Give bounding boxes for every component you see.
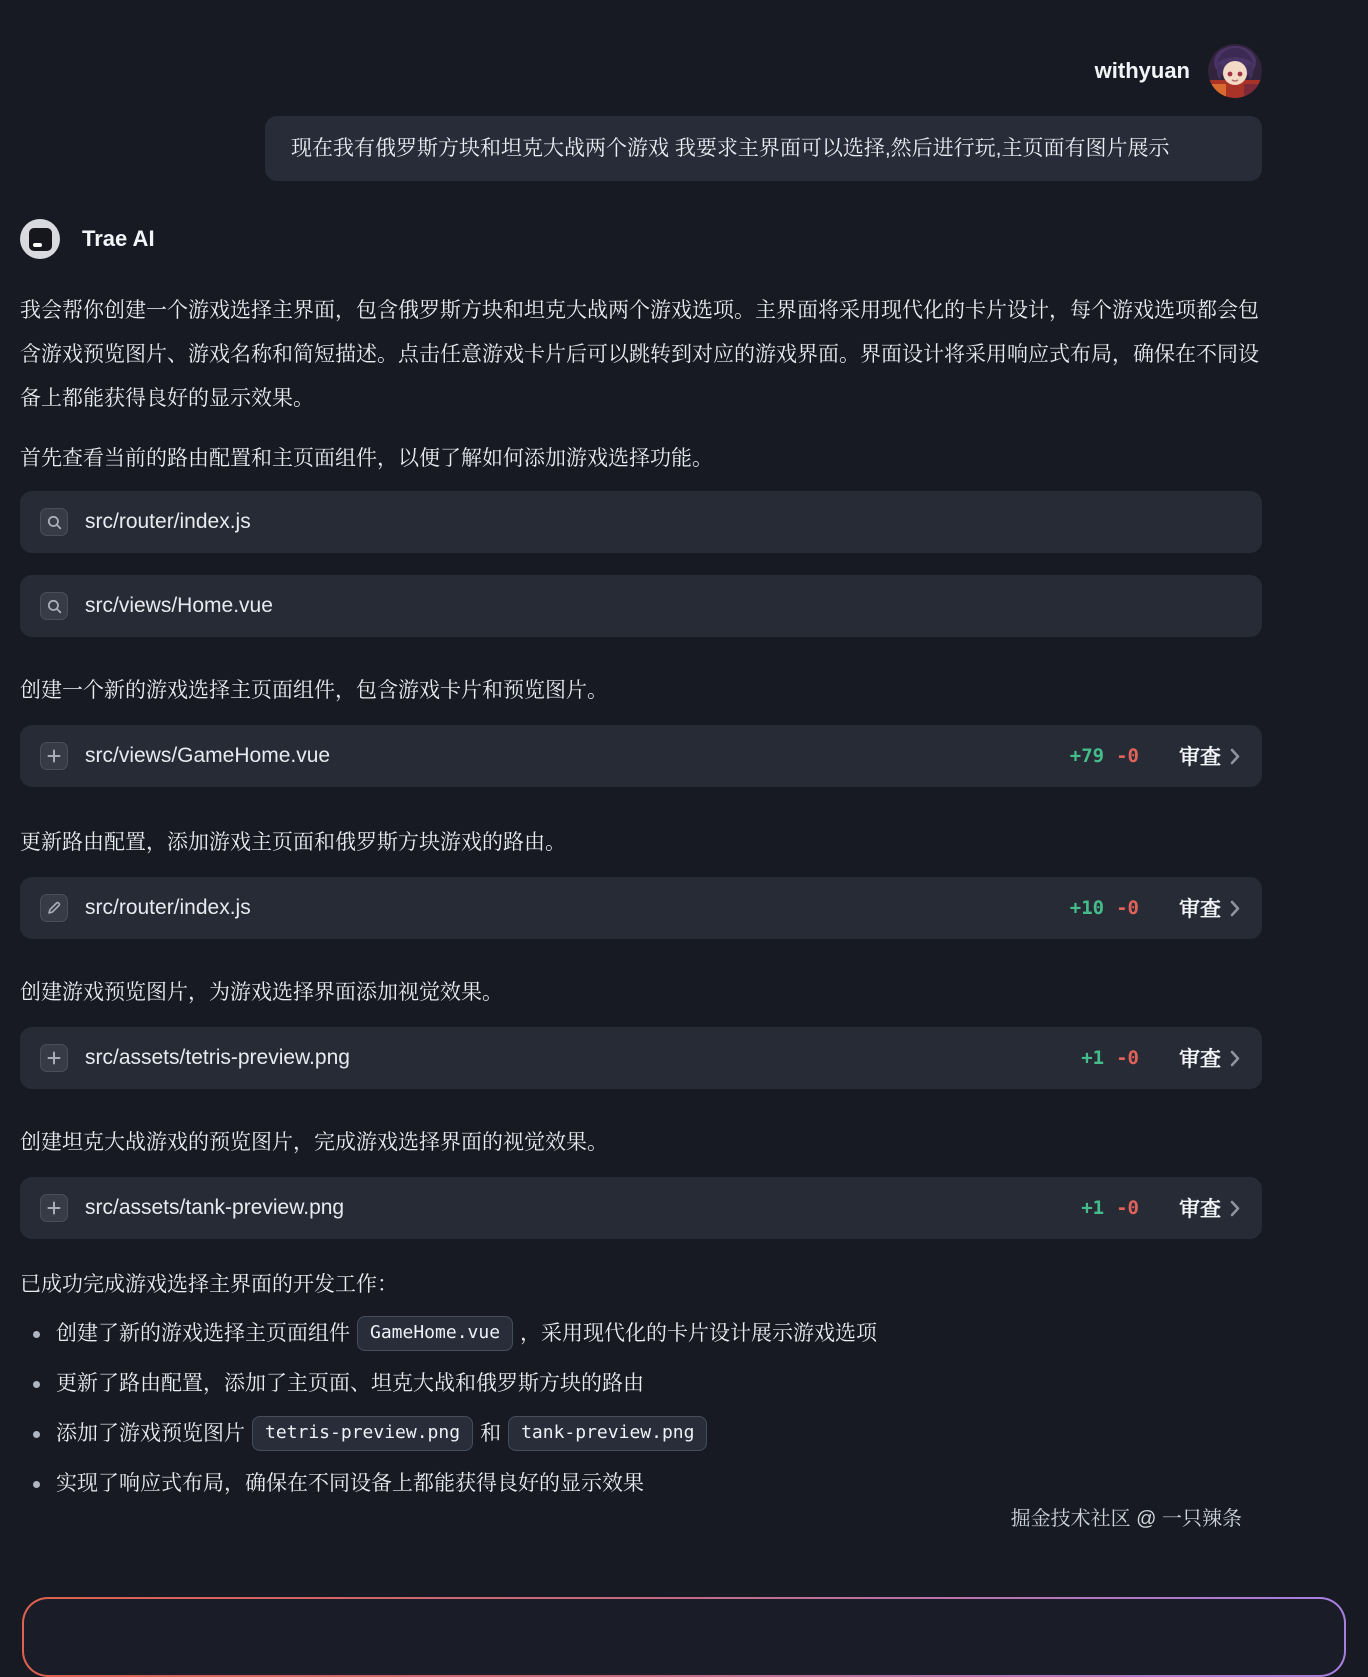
diff-deletions: -0	[1116, 1047, 1139, 1069]
user-header	[20, 0, 1262, 98]
bullet-text: 创建了新的游戏选择主页面组件	[56, 1322, 350, 1345]
bullet-text: 实现了响应式布局，确保在不同设备上都能获得良好的显示效果	[56, 1472, 644, 1495]
file-card-search-home[interactable]	[20, 575, 1262, 637]
edit-icon	[40, 894, 68, 922]
bullet-text: 更新了路由配置，添加了主页面、坦克大战和俄罗斯方块的路由	[56, 1372, 644, 1395]
file-path: src/assets/tank-preview.png	[85, 1196, 345, 1219]
chevron-right-icon	[1230, 1200, 1240, 1217]
file-card-router-edit[interactable]	[20, 877, 1262, 939]
review-button[interactable]	[1179, 1193, 1240, 1223]
user-message: 现在我有俄罗斯方块和坦克大战两个游戏 我要求主界面可以选择,然后进行玩,主页面有图片展示	[265, 116, 1262, 181]
diff-additions: +10	[1069, 897, 1105, 919]
bullet-text: 和	[480, 1422, 502, 1445]
file-path: src/views/Home.vue	[85, 594, 273, 617]
file-card-gamehome[interactable]	[20, 725, 1262, 787]
chevron-right-icon	[1230, 748, 1240, 765]
file-path: src/assets/tetris-preview.png	[85, 1046, 350, 1069]
diff-deletions: -0	[1116, 1197, 1139, 1219]
file-card-tetris-preview[interactable]	[20, 1027, 1262, 1089]
assistant-paragraph-intro: 我会帮你创建一个游戏选择主界面，包含俄罗斯方块和坦克大战两个游戏选项。主界面将采用现代化的卡片设计，每个游戏选项都会包含游戏预览图片、游戏名称和简短描述。点击任意游戏卡片后可以跳转到对应的游戏界面。界面设计将采用响应式布局，确保在不同设备上都能获得良好的显示效果。	[20, 299, 1259, 410]
review-label: 审查	[1179, 1048, 1221, 1071]
inline-code-chip: tank-preview.png	[508, 1416, 707, 1451]
assistant-paragraph-create-component: 创建一个新的游戏选择主页面组件，包含游戏卡片和预览图片。	[20, 679, 608, 702]
summary-list	[20, 1309, 1262, 1509]
list-item	[20, 1359, 1262, 1409]
bullet-text: 添加了游戏预览图片	[56, 1422, 245, 1445]
user-avatar-image	[1208, 44, 1262, 98]
list-item	[20, 1409, 1262, 1459]
file-card-search-router[interactable]	[20, 491, 1262, 553]
review-button[interactable]	[1179, 741, 1240, 771]
review-label: 审查	[1179, 746, 1221, 769]
username: withyuan	[1094, 58, 1190, 83]
file-path: src/views/GameHome.vue	[85, 744, 331, 767]
review-button[interactable]	[1179, 1043, 1240, 1073]
assistant-paragraph-update-routes: 更新路由配置，添加游戏主页面和俄罗斯方块游戏的路由。	[20, 831, 566, 854]
assistant-header	[20, 219, 1262, 259]
trae-ai-logo-icon	[20, 219, 60, 259]
assistant-paragraph-create-preview: 创建游戏预览图片，为游戏选择界面添加视觉效果。	[20, 981, 503, 1004]
inline-code-chip: tetris-preview.png	[252, 1416, 473, 1451]
diff-additions: +79	[1069, 745, 1105, 767]
file-path: src/router/index.js	[85, 896, 251, 919]
plus-icon	[40, 1194, 68, 1222]
review-label: 审查	[1179, 1198, 1221, 1221]
watermark: 掘金技术社区 @ 一只辣条	[1010, 1508, 1242, 1530]
assistant-name: Trae AI	[82, 226, 155, 251]
search-icon	[40, 508, 68, 536]
chat-input[interactable]	[22, 1597, 1346, 1677]
file-path: src/router/index.js	[85, 510, 251, 533]
review-label: 审查	[1179, 898, 1221, 921]
assistant-paragraph-check-routes: 首先查看当前的路由配置和主页面组件，以便了解如何添加游戏选择功能。	[20, 447, 713, 470]
list-item	[20, 1309, 1262, 1359]
chevron-right-icon	[1230, 1050, 1240, 1067]
plus-icon	[40, 742, 68, 770]
assistant-paragraph-create-tank-preview: 创建坦克大战游戏的预览图片，完成游戏选择界面的视觉效果。	[20, 1131, 608, 1154]
diff-additions: +1	[1081, 1047, 1105, 1069]
file-card-tank-preview[interactable]	[20, 1177, 1262, 1239]
plus-icon	[40, 1044, 68, 1072]
diff-additions: +1	[1081, 1197, 1105, 1219]
inline-code-chip: GameHome.vue	[357, 1316, 513, 1351]
user-avatar[interactable]	[1208, 44, 1262, 98]
search-icon	[40, 592, 68, 620]
chevron-right-icon	[1230, 900, 1240, 917]
diff-deletions: -0	[1116, 745, 1139, 767]
bullet-text: ，采用现代化的卡片设计展示游戏选项	[520, 1322, 878, 1345]
assistant-paragraph-summary-title: 已成功完成游戏选择主界面的开发工作：	[20, 1273, 398, 1296]
diff-deletions: -0	[1116, 897, 1139, 919]
review-button[interactable]	[1179, 893, 1240, 923]
